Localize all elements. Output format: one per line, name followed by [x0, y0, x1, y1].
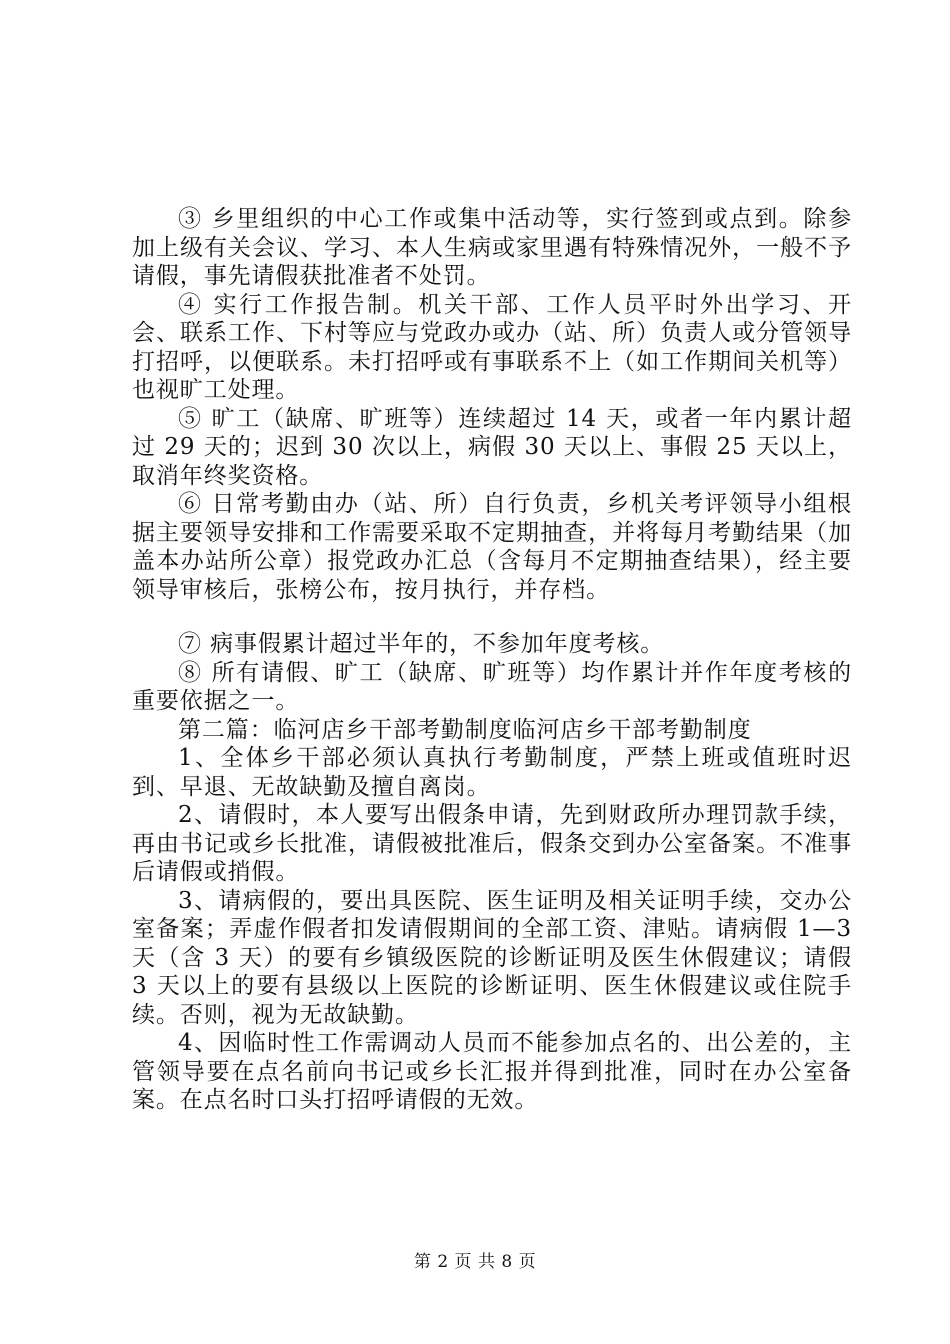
paragraph-item-4: ④ 实行工作报告制。机关干部、工作人员平时外出学习、开会、联系工作、下村等应与党政办或办（站、所）负责人或分管领导打招呼，以便联系。未打招呼或有事联系不上（如工作期间关机等）也视旷工处理。 — [132, 291, 852, 403]
paragraph-gap — [132, 604, 852, 630]
rule-3: 3、请病假的，要出具医院、医生证明及相关证明手续，交办公室备案；弄虚作假者扣发请假期间的全部工资、津贴。请病假 1—3 天（含 3 天）的要有乡镇级医院的诊断证明及医生休假建议；请假 3 天以上的要有县级以上医院的诊断证明、医生休假建议或住院手续。否则，视为无故缺勤。 — [132, 887, 852, 1028]
paragraph-item-7: ⑦ 病事假累计超过半年的，不参加年度考核。 — [178, 631, 665, 657]
paragraph-item-5: ⑤ 旷工（缺席、旷班等）连续超过 14 天，或者一年内累计超过 29 天的；迟到 30 次以上，病假 30 天以上、事假 25 天以上，取消年终奖资格。 — [132, 405, 852, 489]
paragraph-item-3: ③ 乡里组织的中心工作或集中活动等，实行签到或点到。除参加上级有关会议、学习、本人生病或家里遇有特殊情况外，一般不予请假，事先请假获批准者不处罚。 — [132, 206, 852, 289]
section-heading: 第二篇：临河店乡干部考勤制度临河店乡干部考勤制度 — [178, 716, 752, 743]
rule-2: 2、请假时，本人要写出假条申请，先到财政所办理罚款手续，再由书记或乡长批准，请假被批准后，假条交到办公室备案。不准事后请假或捎假。 — [132, 802, 852, 885]
document-body — [132, 205, 852, 1115]
rule-1: 1、全体乡干部必须认真执行考勤制度，严禁上班或值班时迟到、早退、无故缺勤及擅自离岗。 — [132, 745, 852, 800]
page-number-footer: 第 2 页 共 8 页 — [413, 1252, 537, 1272]
paragraph-item-6: ⑥ 日常考勤由办（站、所）自行负责，乡机关考评领导小组根据主要领导安排和工作需要采取不定期抽查，并将每月考勤结果（加盖本办站所公章）报党政办汇总（含每月不定期抽查结果），经主要领导审核后，张榜公布，按月执行，并存档。 — [132, 491, 852, 603]
rule-4: 4、因临时性工作需调动人员而不能参加点名的、出公差的，主管领导要在点名前向书记或乡长汇报并得到批准，同时在办公室备案。在点名时口头打招呼请假的无效。 — [132, 1030, 852, 1113]
paragraph-item-8: ⑧ 所有请假、旷工（缺席、旷班等）均作累计并作年度考核的重要依据之一。 — [132, 659, 852, 714]
